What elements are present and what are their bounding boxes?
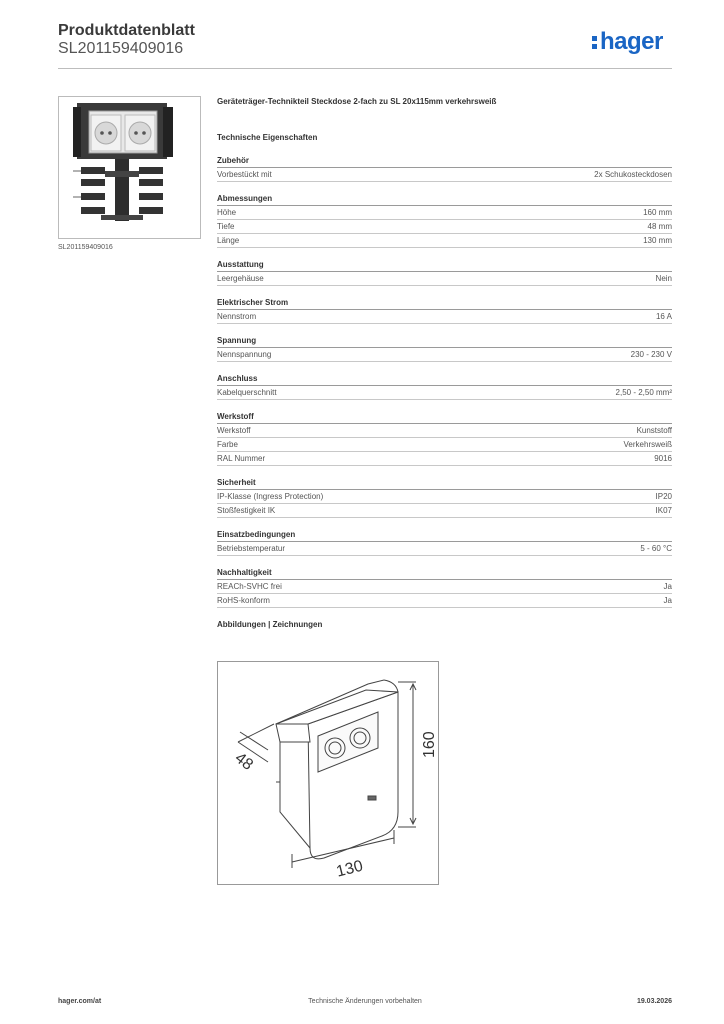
spec-group-title: Zubehör [217, 155, 672, 168]
spec-group-title: Sicherheit [217, 477, 672, 490]
tech-properties-heading: Technische Eigenschaften [217, 133, 318, 142]
spec-label: Farbe [217, 440, 238, 449]
spec-group-title: Abmessungen [217, 193, 672, 206]
spec-row [217, 504, 672, 518]
spec-row [217, 386, 672, 400]
spec-row [217, 594, 672, 608]
spec-label: Höhe [217, 208, 237, 217]
spec-label: Stoßfestigkeit IK [217, 506, 276, 515]
spec-row [217, 220, 672, 234]
spec-row [217, 348, 672, 362]
spec-group-title: Ausstattung [217, 259, 672, 272]
spec-group [217, 155, 672, 182]
spec-group [217, 477, 672, 518]
dimension-drawing [217, 661, 439, 885]
spec-label: RAL Nummer [217, 454, 266, 463]
figures-heading: Abbildungen | Zeichnungen [217, 620, 323, 629]
spec-value: 16 A [655, 312, 672, 321]
spec-group-title: Spannung [217, 335, 672, 348]
spec-value: Kunststoff [636, 426, 672, 435]
dim-length-label: 130 [334, 857, 365, 881]
spec-group-title: Elektrischer Strom [217, 297, 672, 310]
header-divider [58, 68, 672, 69]
spec-label: Tiefe [217, 222, 235, 231]
footer-website-link[interactable]: hager.com/at [58, 998, 102, 1005]
article-number: SL201159409016 [58, 40, 184, 57]
spec-value: 5 - 60 °C [640, 544, 672, 553]
spec-value: IP20 [655, 492, 672, 501]
image-caption: SL201159409016 [58, 244, 113, 251]
spec-label: Kabelquerschnitt [217, 388, 277, 397]
spec-groups [217, 155, 672, 608]
page-title: Produktdatenblatt [58, 22, 195, 39]
spec-group [217, 411, 672, 466]
spec-row [217, 272, 672, 286]
spec-group-title: Anschluss [217, 373, 672, 386]
spec-group [217, 373, 672, 400]
spec-label: Werkstoff [217, 426, 251, 435]
dim-depth-label: 48 [231, 749, 257, 774]
spec-group-title: Werkstoff [217, 411, 672, 424]
dim-height-label: 160 [421, 731, 438, 758]
hager-logo [592, 28, 663, 56]
logo-text: hager [600, 28, 663, 55]
spec-content [217, 96, 672, 631]
spec-label: Leergehäuse [217, 274, 264, 283]
spec-row [217, 206, 672, 220]
footer-date: 19.03.2026 [636, 998, 672, 1005]
spec-group [217, 259, 672, 286]
spec-row [217, 168, 672, 182]
spec-row [217, 424, 672, 438]
spec-group [217, 567, 672, 608]
spec-value: 2x Schukosteckdosen [594, 170, 672, 179]
spec-value: Ja [663, 582, 672, 591]
spec-value: 2,50 - 2,50 mm² [615, 388, 672, 397]
spec-value: IK07 [655, 506, 672, 515]
spec-value: Ja [663, 596, 672, 605]
spec-value: 160 mm [643, 208, 672, 217]
spec-value: 9016 [654, 454, 672, 463]
spec-row [217, 580, 672, 594]
spec-value: 48 mm [647, 222, 672, 231]
spec-label: Länge [217, 236, 240, 245]
logo-dots-icon [592, 36, 597, 49]
spec-label: Betriebstemperatur [217, 544, 286, 553]
spec-label: Nennstrom [217, 312, 257, 321]
spec-row [217, 438, 672, 452]
spec-value: Nein [655, 274, 672, 283]
spec-label: Vorbestückt mit [217, 170, 272, 179]
spec-value: 130 mm [643, 236, 672, 245]
spec-value: 230 - 230 V [630, 350, 672, 359]
spec-group [217, 335, 672, 362]
spec-group-title: Einsatzbedingungen [217, 529, 672, 542]
spec-group-title: Nachhaltigkeit [217, 567, 672, 580]
product-photo [58, 96, 201, 239]
spec-label: Nennspannung [217, 350, 272, 359]
product-title: Geräteträger-Technikteil Steckdose 2-fach zu SL 20x115mm verkehrsweiß [217, 97, 497, 106]
spec-row [217, 452, 672, 466]
spec-group [217, 297, 672, 324]
spec-row [217, 310, 672, 324]
spec-row [217, 542, 672, 556]
spec-group [217, 529, 672, 556]
spec-row [217, 490, 672, 504]
spec-label: REACh-SVHC frei [217, 582, 282, 591]
spec-label: IP-Klasse (Ingress Protection) [217, 492, 324, 501]
footer-disclaimer: Technische Änderungen vorbehalten [308, 998, 422, 1005]
spec-row [217, 234, 672, 248]
spec-value: Verkehrsweiß [623, 440, 672, 449]
spec-label: RoHS-konform [217, 596, 270, 605]
spec-group [217, 193, 672, 248]
